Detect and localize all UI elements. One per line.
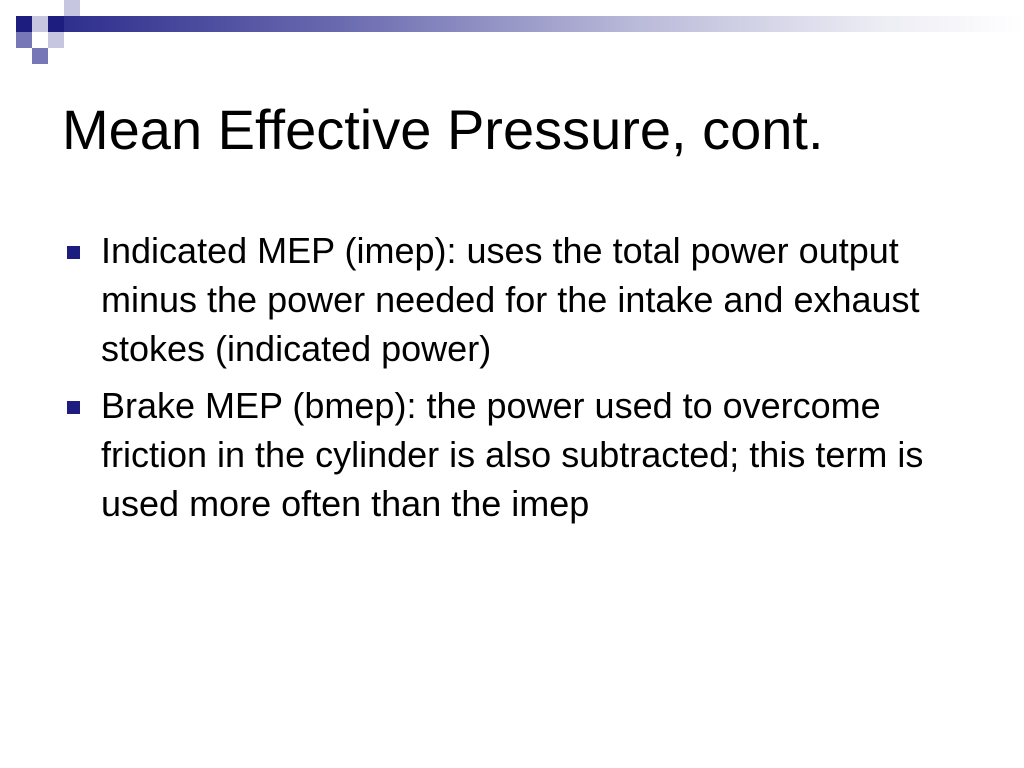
decor-square [16,32,32,48]
bullet-item [62,226,962,373]
decor-square [32,16,48,32]
bullet-text: Brake MEP (bmep): the power used to overcome friction in the cylinder is also subtracted; this term is used more often than the imep [101,385,924,524]
bullet-item [62,381,962,528]
decor-square [48,32,64,48]
bullet-text: Indicated MEP (imep): uses the total power output minus the power needed for the intake and exhaust stokes (indicated power) [101,230,920,369]
bullet-list [62,226,962,536]
gradient-bar [48,16,1024,32]
decor-square [16,16,32,32]
slide-title: Mean Effective Pressure, cont. [62,98,824,161]
square-bullet-icon [67,401,80,414]
decor-square [48,16,64,32]
decorative-header-band [0,0,1024,64]
decor-square [64,0,80,16]
decor-square [32,48,48,64]
square-bullet-icon [67,246,80,259]
